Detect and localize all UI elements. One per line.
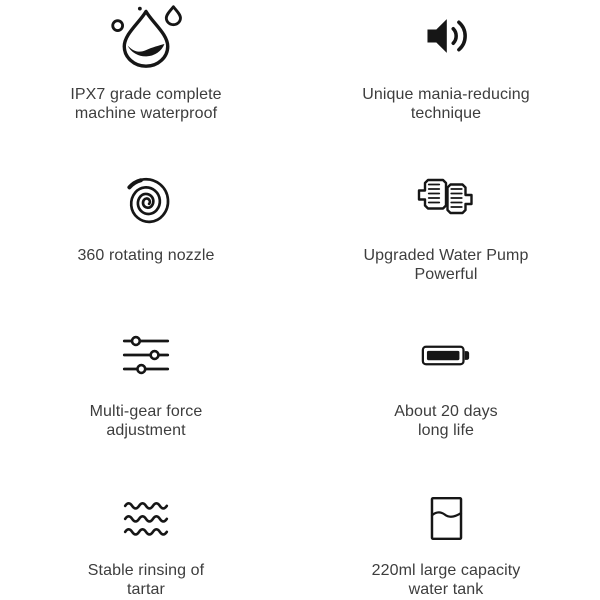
feature-item-force-adjustment (0, 300, 292, 450)
caption-line: Powerful (414, 265, 478, 283)
feature-item-water-pump (292, 150, 600, 300)
water-drop-icon (107, 2, 185, 70)
caption-line: Unique mania-reducing (362, 86, 530, 103)
sliders-icon (118, 330, 174, 380)
icon-box (118, 323, 174, 387)
feature-caption (362, 86, 530, 123)
icon-box (416, 166, 476, 230)
speaker-volume-icon (417, 7, 475, 65)
icon-box (421, 323, 471, 387)
feature-item-rotating-nozzle (0, 150, 292, 300)
water-pump-icon (416, 174, 476, 222)
icon-box (417, 4, 475, 68)
feature-caption (77, 247, 214, 266)
feature-caption (70, 86, 221, 123)
caption-line: tartar (127, 580, 165, 598)
caption-line: water tank (408, 580, 484, 598)
caption-line: machine waterproof (74, 104, 218, 122)
feature-item-waterproof (0, 0, 292, 150)
feature-caption (372, 562, 521, 599)
caption-line: Stable rinsing of (87, 562, 205, 579)
icon-box (115, 166, 177, 230)
waves-icon (120, 498, 172, 538)
feature-item-noise-reduction (292, 0, 600, 150)
feature-caption (394, 403, 498, 440)
feature-caption (90, 403, 203, 440)
feature-item-stable-rinsing (0, 450, 292, 600)
feature-item-battery-life (292, 300, 600, 450)
feature-item-water-tank (292, 450, 600, 600)
spiral-icon (115, 167, 177, 229)
caption-line: 360 rotating nozzle (77, 247, 215, 264)
caption-line: long life (417, 421, 475, 439)
caption-line: About 20 days (394, 403, 498, 420)
icon-box (120, 486, 172, 550)
feature-caption (364, 247, 529, 284)
caption-line: technique (410, 104, 482, 122)
battery-icon (421, 343, 471, 368)
caption-line: adjustment (106, 421, 186, 439)
caption-line: Upgraded Water Pump (363, 247, 529, 264)
icon-box (107, 4, 185, 68)
feature-caption (88, 562, 204, 599)
caption-line: Multi-gear force (89, 403, 203, 420)
caption-line: IPX7 grade complete (70, 86, 222, 103)
caption-line: 220ml large capacity (371, 562, 521, 579)
icon-box (429, 486, 464, 550)
water-tank-icon (429, 496, 464, 541)
